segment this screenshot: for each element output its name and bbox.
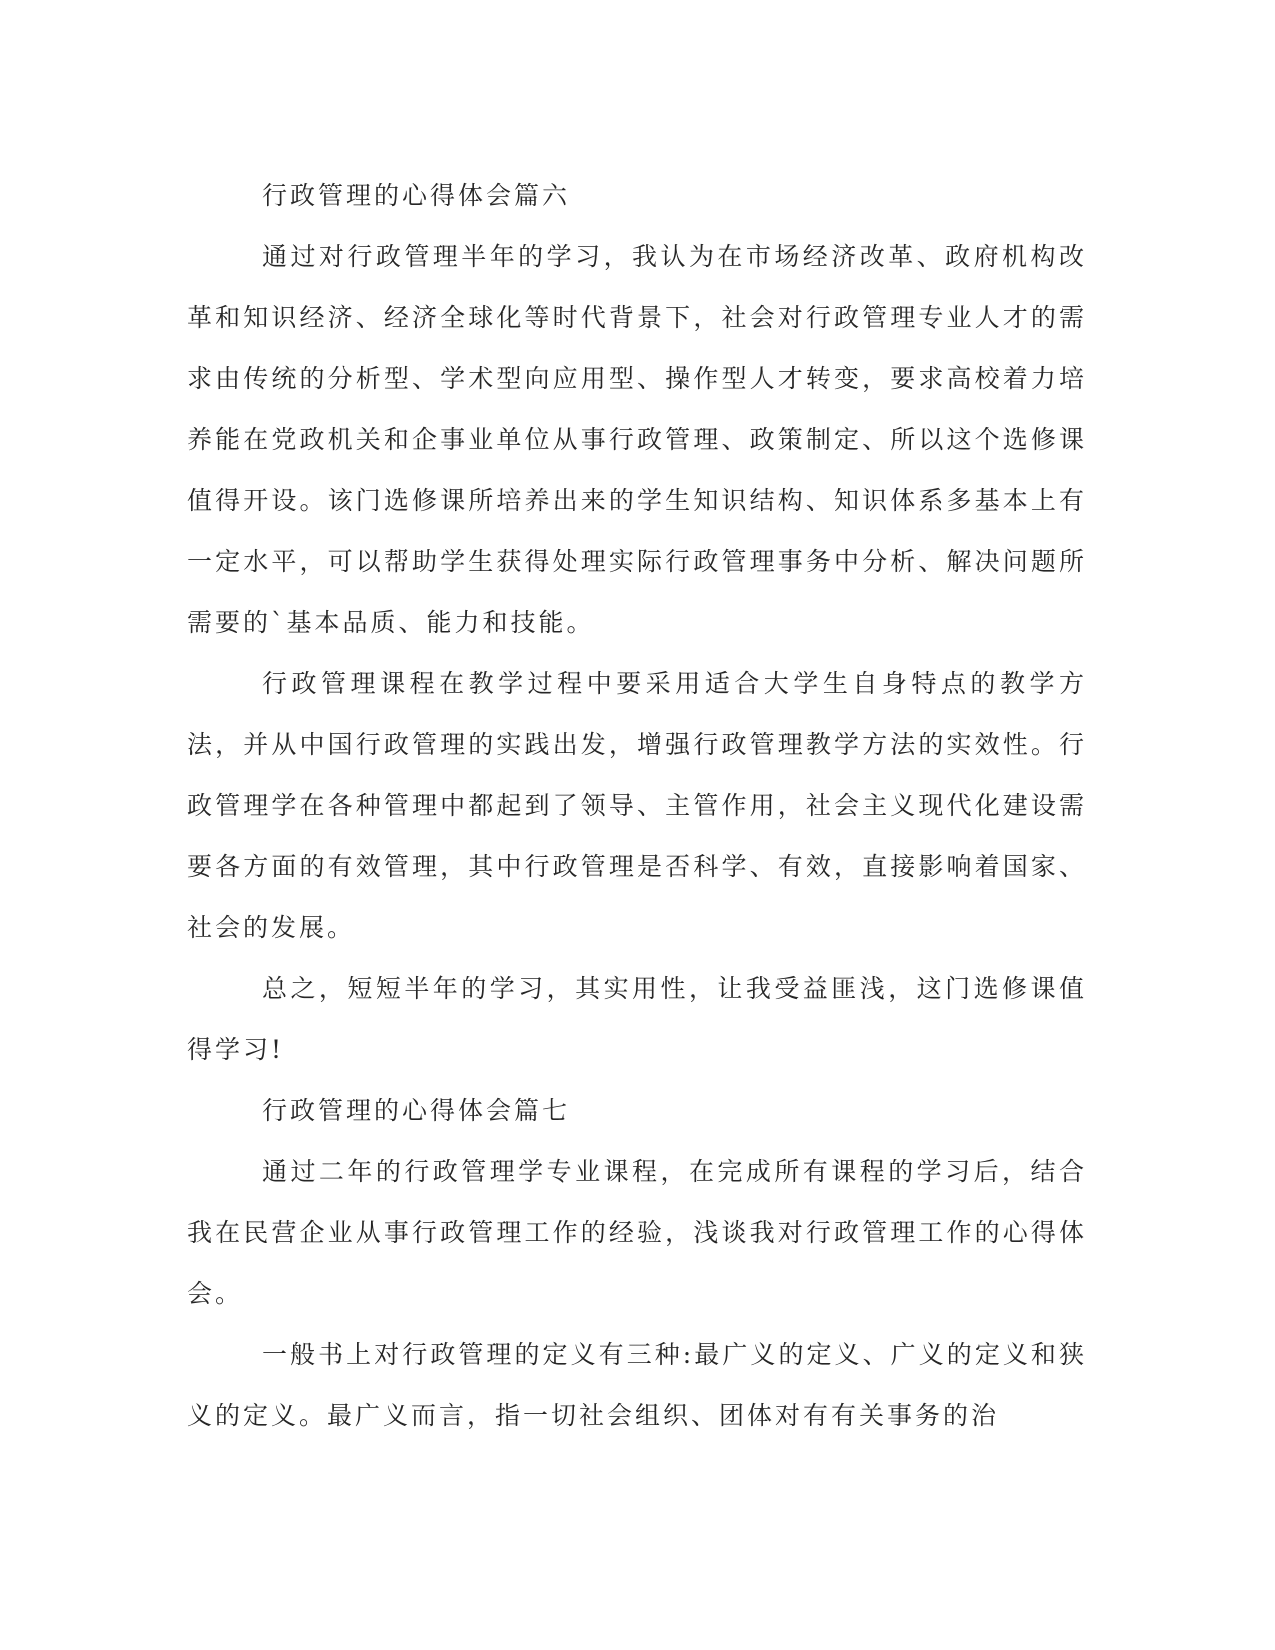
section-heading: 行政管理的心得体会篇七 (262, 1096, 571, 1125)
paragraph: 通过对行政管理半年的学习，我认为在市场经济改革、政府机构改革和知识经济、经济全球化等时代背景下，社会对行政管理专业人才的需求由传统的分析型、学术型向应用型、操作型人才转变，要求高校着力培养能在党政机关和企事业单位从事行政管理、政策制定、所以这个选修课值得开设。该门选修课所培养出来的学生知识结构、知识体系多基本上有一定水平，可以帮助学生获得处理实际行政管理事务中分析、解决问题所需要的`基本品质、能力和技能。 (187, 242, 1087, 637)
paragraph: 总之，短短半年的学习，其实用性，让我受益匪浅，这门选修课值得学习! (187, 974, 1087, 1064)
paragraph: 一般书上对行政管理的定义有三种:最广义的定义、广义的定义和狭义的定义。最广义而言，指一切社会组织、团体对有有关事务的治 (187, 1340, 1087, 1430)
paragraph: 通过二年的行政管理学专业课程，在完成所有课程的学习后，结合我在民营企业从事行政管理工作的经验，浅谈我对行政管理工作的心得体会。 (187, 1157, 1087, 1308)
section-heading: 行政管理的心得体会篇六 (262, 181, 571, 210)
paragraph: 行政管理课程在教学过程中要采用适合大学生自身特点的教学方法，并从中国行政管理的实践出发，增强行政管理教学方法的实效性。行政管理学在各种管理中都起到了领导、主管作用，社会主义现代化建设需要各方面的有效管理，其中行政管理是否科学、有效，直接影响着国家、社会的发展。 (187, 669, 1087, 942)
document-body (187, 165, 1087, 1446)
